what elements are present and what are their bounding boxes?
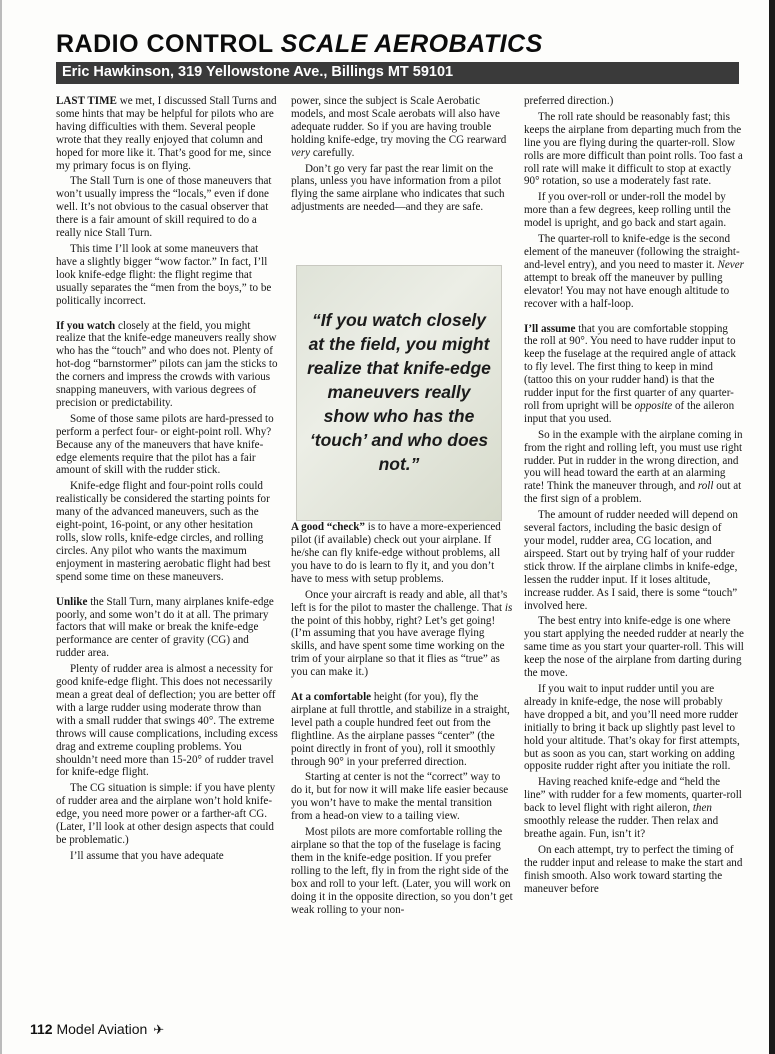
paragraph bbox=[524, 429, 744, 506]
paragraph bbox=[291, 589, 513, 679]
page-number: 112 bbox=[30, 1021, 53, 1037]
paragraph bbox=[56, 596, 278, 661]
lead-in: Unlike bbox=[56, 595, 88, 608]
emphasis: then bbox=[692, 802, 712, 815]
paragraph: Don’t go very far past the rear limit on the plans, unless you have information from a pilot flying the same airplane who indicates that such adjustments are needed—and they are safe. bbox=[291, 162, 505, 214]
emphasis: very bbox=[291, 146, 311, 159]
paragraph-text: power, since the subject is Scale Aerobatic models, and most Scale aerobats will also have adequate rudder. So if you are having trouble holding knife-edge, try moving the CG rearward bbox=[291, 95, 507, 146]
paragraph-text: smoothly release the rudder. Then relax and breathe again. Fun, isn’t it? bbox=[524, 815, 719, 840]
paragraph-text: we met, I discussed Stall Turns and some hints that may be helpful for pilots who are having difficulties with them. Several people wrote that they really enjoyed that column and hoped for more like it. That’s good for me, since my primary focus is on flying. bbox=[56, 95, 277, 172]
column-3 bbox=[524, 95, 744, 898]
pull-quote-text: “If you watch closely at the field, you might realize that knife-edge maneuvers really show who has the ‘touch’ and who does not.” bbox=[307, 310, 491, 474]
paragraph bbox=[291, 521, 513, 586]
paragraph bbox=[524, 323, 744, 426]
paragraph-text: Having reached knife-edge and “held the line” with rudder for a few moments, quarter-roll back to level flight with right aileron, bbox=[524, 776, 742, 815]
paragraph: If you wait to input rudder until you are already in knife-edge, the nose will probably have dropped a bit, and you’ll need more rudder initially to bring it back up slightly past level to hold your altitude. That’s okay for first attempts, but as soon as you can, start working on adding opposite rudder right after you initiate the roll. bbox=[524, 682, 740, 773]
paragraph: Some of those same pilots are hard-pressed to perform a perfect four- or eight-point roll. Why? Because any of the maneuvers that have knife-edge elements require that the pilot has a fair amount of skill with the rudder stick. bbox=[56, 412, 274, 477]
paragraph bbox=[56, 320, 278, 410]
lead-in: A good “check” bbox=[291, 521, 365, 534]
paragraph: The best entry into knife-edge is one where you start applying the needed rudder at nearly the same time as you start your quarter-roll. This will keep the nose of the airplane from darting during the move. bbox=[524, 615, 744, 680]
paragraph: Knife-edge flight and four-point rolls could realistically be considered the starting points for many of the advanced maneuvers, such as the eight-point, 16-point, or any other hesitation rolls, slow rolls, knife-edge circles, and rolling circles. Any pilot who wants the maximum enjoyment in mastering aerobatic flight had best spend some time on these maneuvers. bbox=[56, 480, 271, 583]
paragraph-text: attempt to break off the maneuver by pulling elevator! You may not have enough altitude to recover with a half-loop. bbox=[524, 271, 730, 310]
paragraph: On each attempt, try to perfect the timing of the rudder input and release to make the start and finish smooth. Also work toward starting the maneuver before bbox=[524, 843, 743, 895]
pull-quote bbox=[296, 265, 502, 521]
author-line: Eric Hawkinson, 319 Yellowstone Ave., Billings MT 59101 bbox=[62, 64, 454, 80]
lead-in: At a comfortable bbox=[291, 691, 372, 704]
title-italic: SCALE AEROBATICS bbox=[280, 30, 543, 58]
paragraph: The CG situation is simple: if you have plenty of rudder area and the airplane won’t hold knife-edge, you need more power or a farther-aft CG. (Later, I’ll look at other design aspects that could be problematic.) bbox=[56, 782, 276, 846]
paragraph: preferred direction.) bbox=[524, 95, 614, 107]
lead-in: LAST TIME bbox=[56, 95, 117, 107]
emphasis: roll bbox=[697, 480, 714, 493]
title-main: RADIO CONTROL bbox=[56, 30, 274, 58]
emphasis: is bbox=[504, 601, 513, 614]
paragraph bbox=[524, 233, 744, 310]
paragraph: The Stall Turn is one of those maneuvers that won’t usually impress the “locals,” even if done well. It’s not obvious to the casual observer that there is a fair amount of skill required to do a really nice Stall Turn. bbox=[56, 175, 272, 240]
paragraph-text: The quarter-roll to knife-edge is the second element of the maneuver (following the straight-and-level entry), and you need to master it. bbox=[524, 233, 740, 271]
paragraph: The amount of rudder needed will depend on several factors, including the basic design of your model, rudder area, CG location, and airspeed. Start out by trying half of your rudder stick throw. If the airplane climbs in knife-edge, lessen the rudder input. If it loses altitude, increase rudder. As I said, there is some “touch” involved here. bbox=[524, 509, 738, 612]
paragraph-text: closely at the field, you might realize that the knife-edge maneuvers really show who has the “touch” and who does not. Plenty of hot-dog “barnstormer” pilots can jam the sticks to the corners and impress the crowds with various snapping maneuvers, with various degrees of precision or predictability. bbox=[56, 319, 278, 409]
magazine-name: Model Aviation bbox=[56, 1021, 148, 1037]
paragraph: The roll rate should be reasonably fast; this keeps the airplane from departing much from the line you are flying during the quarter-roll. Slow rolls are more difficult than point rolls. Too fast a roll rate will make it difficult to stop at exactly 90° rotation, so use a moderately fast rate. bbox=[524, 110, 743, 188]
paragraph-text: of the aileron input that you used. bbox=[524, 399, 735, 425]
paragraph bbox=[524, 776, 744, 841]
page-title bbox=[56, 30, 543, 59]
paragraph: Most pilots are more comfortable rolling the airplane so that the top of the fuselage is facing them in the knife-edge position. If you prefer rolling to the left, fly in from the right side of the box and roll to your left. (Later, you will work on doing it in the opposite direction, so you don’t get weak rolling to your non- bbox=[291, 826, 513, 916]
paragraph: If you over-roll or under-roll the model by more than a few degrees, keep rolling until the model is upright, and go back and start again. bbox=[524, 191, 731, 230]
emphasis: opposite bbox=[634, 399, 673, 412]
airplane-icon: ✈ bbox=[153, 1022, 165, 1037]
author-bar bbox=[56, 62, 739, 84]
paragraph-text: out at the first sign of a problem. bbox=[524, 480, 742, 506]
page-footer bbox=[30, 1021, 164, 1038]
column-1 bbox=[56, 95, 278, 866]
lead-in: I’ll assume bbox=[524, 322, 576, 335]
paragraph-text: is to have a more-experienced pilot (if available) check out your airplane. If he/she can fly knife-edge without problems, all you have to do is learn to fly it, and you don’t have to mess with setup problems. bbox=[291, 521, 501, 585]
paragraph-text: height (for you), fly the airplane at full throttle, and stabilize in a straight, level path a couple hundred feet out from the flightline. As the airplane passes “center” (the point directly in front of you), roll it smoothly through 90° in your preferred direction. bbox=[291, 691, 510, 768]
paragraph: This time I’ll look at some maneuvers that have a slightly bigger “wow factor.” In fact, I’ll look knife-edge flight: the flight regime that usually separates the “men from the boys,” to be politically incorrect. bbox=[56, 242, 272, 307]
paragraph: I’ll assume that you have adequate bbox=[70, 849, 224, 862]
emphasis: Never bbox=[717, 258, 744, 271]
lead-in: If you watch bbox=[56, 319, 116, 332]
paragraph bbox=[291, 691, 513, 768]
paragraph: Plenty of rudder area is almost a necessity for good knife-edge flight. This does not necessarily mean a great deal of deflection; you are better off with a large rudder using moderate throw than with a small rudder that swings 40°. The extreme throws will cause complications, including excess drag and extreme coupling problems. You shouldn’t need more than 15-20° of rudder travel for knife-edge flight. bbox=[56, 663, 278, 779]
paragraph-text: Once your aircraft is ready and able, all that’s left is for the pilot to master the challenge. That bbox=[291, 588, 508, 614]
paragraph-text: So in the example with the airplane coming in from the right and rolling left, you must use right rudder. Put in rudder in the wrong direction, and you will head toward the earth at an alarming rate! Think the maneuver through, and bbox=[524, 428, 743, 493]
paragraph: Starting at center is not the “correct” way to do it, but for now it will make life easier because you won’t have to make the mental transition from a head-on view to a tailing view. bbox=[291, 771, 509, 823]
paragraph-text: the Stall Turn, many airplanes knife-edge poorly, and some won’t do it at all. The primary factors that will make or break the knife-edge performance are center of gravity (CG) and rudder area. bbox=[56, 595, 274, 660]
paragraph-text: carefully. bbox=[310, 146, 355, 159]
paragraph-text: that you are comfortable stopping the roll at 90°. You need to have rudder input to keep the fuselage at the required angle of attack to fly level. The first thing to keep in mind (tattoo this on your rudder hand) is that the rudder input for the first quarter of any quarter-roll from upright will be bbox=[524, 322, 736, 412]
paragraph-text: the point of this hobby, right? Let’s get going! (I’m assuming that you have average flying skills, and have spent some time working on the trim of your airplane so that it flies as “true” as you can make it.) bbox=[291, 614, 505, 679]
paragraph bbox=[291, 95, 513, 160]
paragraph bbox=[56, 95, 278, 172]
